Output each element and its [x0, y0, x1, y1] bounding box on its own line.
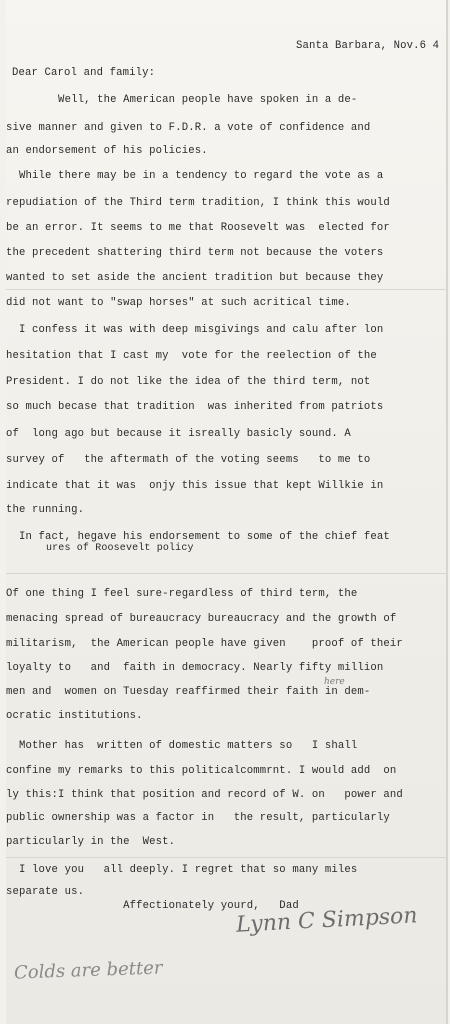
body-line: menacing spread of bureaucracy bureaucracy and the growth of — [6, 613, 397, 625]
body-line: be an error. It seems to me that Roosevelt was elected for — [6, 222, 390, 234]
body-line: an endorsement of his policies. — [6, 145, 208, 157]
body-line: separate us. — [6, 886, 85, 898]
body-line: men and women on Tuesday reaffirmed their faith in dem- — [6, 686, 371, 698]
handwritten-signature: Lynn C Simpson — [235, 903, 419, 938]
body-line: survey of the aftermath of the voting seems to me to — [6, 454, 371, 466]
body-line: sive manner and given to F.D.R. a vote of confidence and — [6, 122, 371, 134]
place-date: Santa Barbara, Nov.6 4 — [296, 40, 440, 52]
body-line: the precedent shattering third term not because the voters — [6, 247, 384, 259]
body-line: While there may be in a tendency to regard the vote as a — [6, 170, 384, 182]
body-line: confine my remarks to this politicalcommrnt. I would add on — [6, 765, 397, 777]
body-line: the running. — [6, 504, 85, 516]
body-line: I love you all deeply. I regret that so many miles — [6, 864, 358, 876]
body-line: ly this:I think that position and record of W. on power and — [6, 789, 403, 801]
body-line: ocratic institutions. — [6, 710, 143, 722]
handwritten-insert: here — [324, 677, 345, 687]
body-line: Of one thing I feel sure-regardless of third term, the — [6, 588, 358, 600]
body-line: Mother has written of domestic matters so I shall — [6, 740, 358, 752]
body-line: militarism, the American people have given proof of their — [6, 638, 403, 650]
body-line: Well, the American people have spoken in a de- — [6, 94, 358, 106]
page-fold — [6, 857, 448, 858]
letter-page — [6, 0, 448, 1024]
body-line: indicate that it was onjy this issue that kept Willkie in — [6, 480, 384, 492]
body-line: ures of Roosevelt policy — [46, 543, 194, 554]
body-line: hesitation that I cast my vote for the reelection of the — [6, 350, 377, 362]
body-line: did not want to "swap horses" at such acritical time. — [6, 297, 351, 309]
handwritten-note: Colds are better — [13, 957, 163, 984]
body-line: loyalty to and faith in democracy. Nearly fifty million — [6, 662, 384, 674]
body-line: so much becase that tradition was inherited from patriots — [6, 401, 384, 413]
body-line: particularly in the West. — [6, 836, 176, 848]
body-line: I confess it was with deep misgivings and calu after lon — [6, 324, 384, 336]
body-line: of long ago but because it isreally basicly sound. A — [6, 428, 351, 440]
body-line: President. I do not like the idea of the third term, not — [6, 376, 371, 388]
salutation: Dear Carol and family: — [12, 67, 156, 79]
body-line: In fact, hegave his endorsement to some of the chief feat — [6, 531, 390, 543]
closing-line: Affectionately yourd, Dad — [6, 900, 299, 912]
body-line: repudiation of the Third term tradition, I think this would — [6, 197, 390, 209]
page-fold — [6, 289, 448, 290]
body-line: public ownership was a factor in the result, particularly — [6, 812, 390, 824]
body-line: wanted to set aside the ancient tradition but because they — [6, 272, 384, 284]
page-fold — [6, 573, 448, 574]
